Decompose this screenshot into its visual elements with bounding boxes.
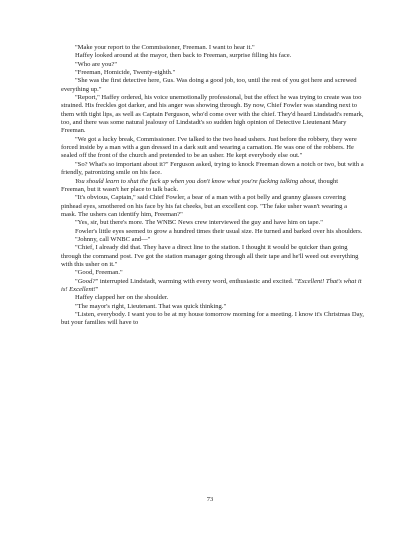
- paragraph: "Listen, everybody. I want you to be at my house tomorrow morning for a meeting. I know it's Christmas Day, but your families will have to: [61, 311, 365, 327]
- page-number: 73: [206, 496, 214, 503]
- paragraph: Fowler's little eyes seemed to grow a hundred times their usual size. He turned and barked over his shoulders.: [75, 227, 363, 235]
- paragraph: "Report," Haffey ordered, his voice unemotionally professional, but the effect he was trying to create was too strained. His freckles got darker, and his anger was showing through. By now, Chief Fowler was standing next to them with tight lips, as well as Captain Ferguson, who'd come over with the chief. They'd heard Lindstadt's remark, too, and there was some natural jealousy of Lindstadt's so sudden high opinion of Detective Lieutenant Mary Freeman.: [61, 94, 364, 135]
- paragraph: "It's obvious, Captain," said Chief Fowler, a bear of a man with a pot belly and granny glasses covering pinhead eyes, smothered on his face by his fat cheeks, but an excellent cop. "The fake usher wasn't wearing a mask. The ushers can identify him, Freeman?": [61, 194, 347, 218]
- paragraph: "The mayor's right, Lieutenant. That was quick thinking.": [75, 302, 227, 310]
- paragraph: You should learn to shut the fuck up when you don't know what you're fucking talking about, thought Freeman, but it wasn't her place to talk back.: [61, 177, 339, 193]
- paragraph: Haffey clapped her on the shoulder.: [75, 294, 169, 302]
- paragraph: Haffey looked around at the mayor, then back to Freeman, surprise filling his face.: [75, 52, 292, 60]
- page-body-text: [61, 44, 364, 328]
- paragraph: "So? What's so important about it?" Ferguson asked, trying to knock Freeman down a notch or two, but with a friendly, patronizing smile on his face.: [61, 160, 364, 177]
- paragraph: "Chief, I already did that. They have a direct line to the station. I thought it would be quicker than going through the command post. I've got the station manager going through all their tape and he'll weed out everything with this usher on it.": [61, 244, 359, 268]
- paragraph: "Johnny, call WNBC and—": [75, 235, 151, 243]
- paragraph: "We got a lucky break, Commissioner. I've talked to the two head ushers. Just before the robbery, they were forced inside by a man with a gun dressed in a dark suit and wearing a carnation. He was one of the robbers. He sealed off the front of the church and pretended to be an usher. He kept everybody else out.": [61, 135, 357, 160]
- paragraph: "Who are you?": [75, 60, 118, 68]
- paragraph: "Freeman, Homicide, Twenty-eighth.": [75, 69, 176, 77]
- paragraph: "Good?" interrupted Lindstadt, warming with every word, enthusiastic and excited. "Excellent! That's what it is! Excellent!": [61, 277, 362, 293]
- paragraph: "She was the first detective here, Gus. Was doing a good job, too, until the rest of you got here and screwed everything up.": [61, 77, 357, 93]
- paragraph: "Yes, sir, but there's more. The WNBC News crew interviewed the guy and have him on tape.": [75, 219, 323, 227]
- paragraph: "Good, Freeman.": [75, 269, 123, 277]
- paragraph: "Make your report to the Commissioner, Freeman. I want to hear it.": [75, 44, 255, 51]
